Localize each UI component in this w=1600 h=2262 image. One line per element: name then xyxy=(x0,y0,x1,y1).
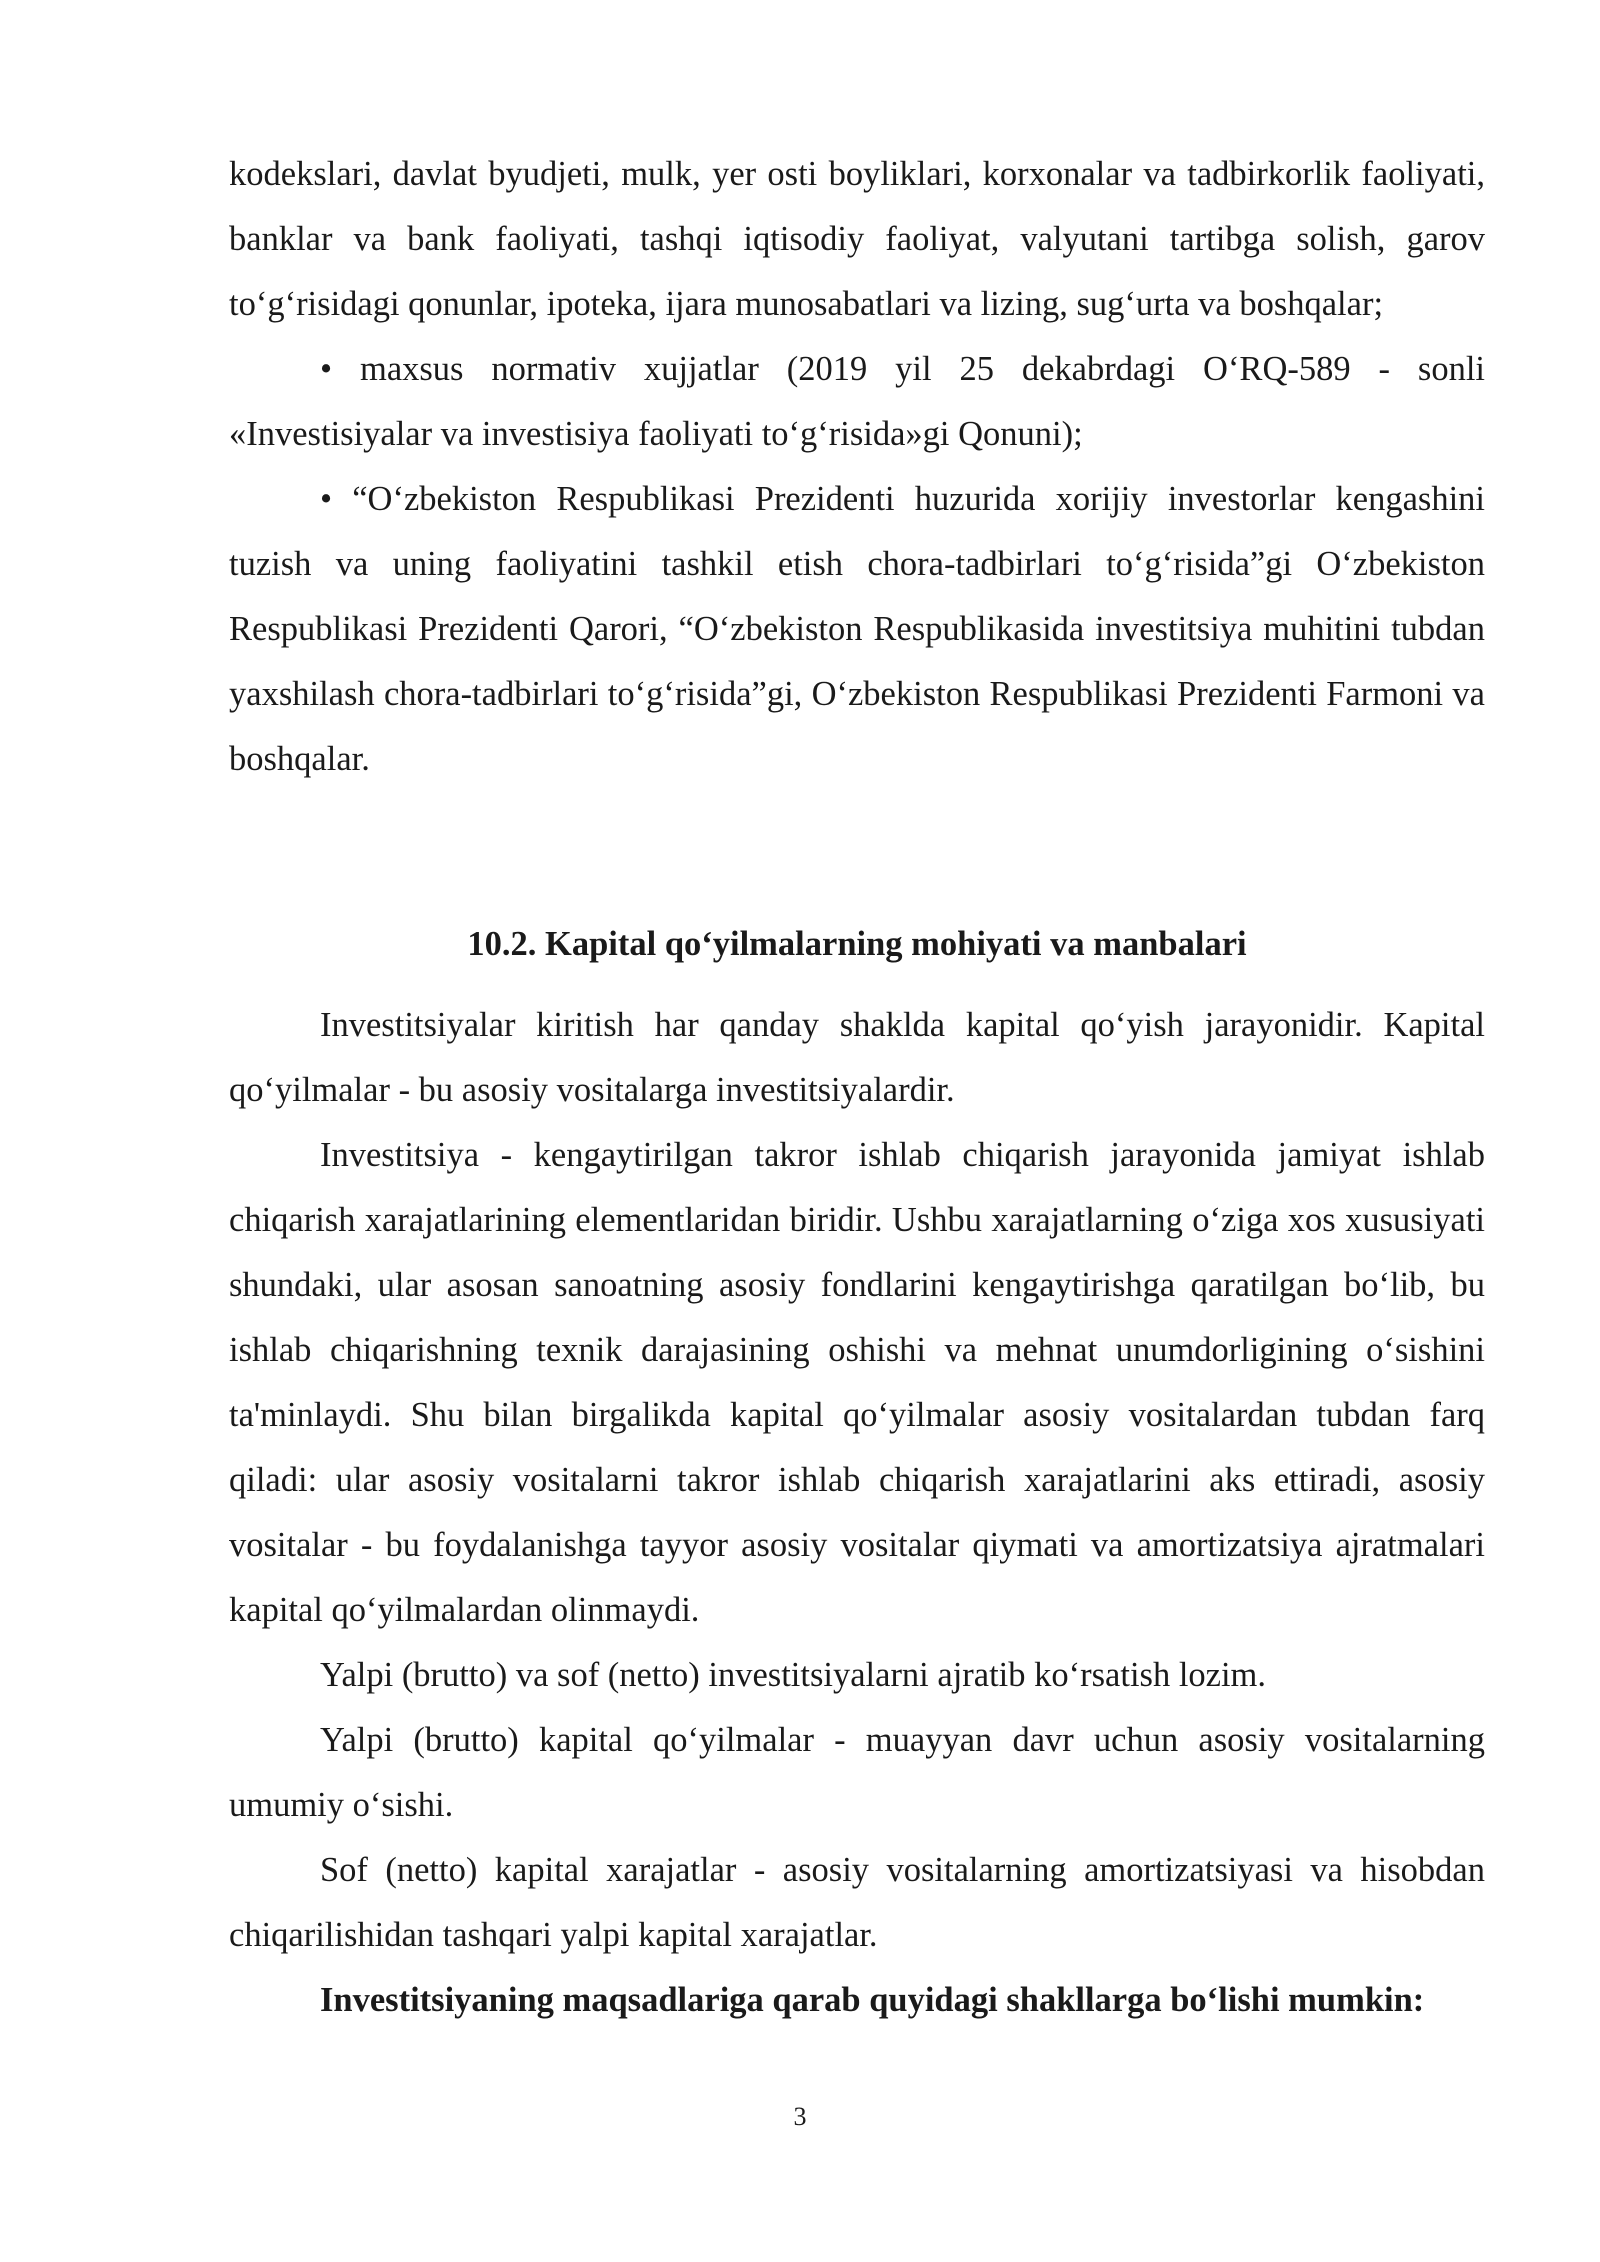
paragraph-6-bold: Investitsiyaning maqsadlariga qarab quyidagi shakllarga bo‘lishi mumkin: xyxy=(320,1981,1425,2019)
section-heading: 10.2. Kapital qo‘yilmalarning mohiyati va manbalari xyxy=(467,925,1247,963)
paragraph-1: Investitsiyalar kiritish har qanday shaklda kapital qo‘yish jarayonidir. Kapital qo‘yilmalar - bu asosiy vositalarga investitsiyalardir. xyxy=(229,1006,1485,1109)
paragraph-2: Investitsiya - kengaytirilgan takror ishlab chiqarish jarayonida jamiyat ishlab chiqarish xarajatlarining elementlaridan biridir. Ushbu xarajatlarning o‘ziga xos xususiyati shundaki, ular asosan sanoatning asosiy fondlarini kengaytirishga qaratilgan bo‘lib, bu ishlab chiqarishning texnik darajasining oshishi va mehnat unumdorligining o‘sishini ta'minlaydi. Shu bilan birgalikda kapital qo‘yilmalar asosiy vositalardan tubdan farq qiladi: ular asosiy vositalarni takror ishlab chiqarish xarajatlarini aks ettiradi, asosiy vositalar - bu foydalanishga tayyor asosiy vositalar qiymati va amortizatsiya ajratmalari kapital qo‘yilmalardan olinmaydi. xyxy=(229,1136,1485,1629)
body-text-main xyxy=(229,993,1485,2033)
body-text-top xyxy=(229,142,1485,792)
paragraph-3: Yalpi (brutto) va sof (netto) investitsiyalarni ajratib ko‘rsatish lozim. xyxy=(320,1656,1267,1694)
continuation-paragraph: kodekslari, davlat byudjeti, mulk, yer osti boyliklari, korxonalar va tadbirkorlik faoliyati, banklar va bank faoliyati, tashqi iqtisodiy faoliyat, valyutani tartibga solish, garov to‘g‘risidagi qonunlar, ipoteka, ijara munosabatlari va lizing, sug‘urta va boshqalar; xyxy=(229,155,1485,323)
page-number: 3 xyxy=(793,2102,807,2131)
paragraph-5: Sof (netto) kapital xarajatlar - asosiy vositalarning amortizatsiyasi va hisobdan chiqarilishidan tashqari yalpi kapital xarajatlar. xyxy=(229,1851,1485,1954)
bullet-item-1: • maxsus normativ xujjatlar (2019 yil 25 dekabrdagi O‘RQ-589 - sonli «Investisiyalar va investisiya faoliyati to‘g‘risida»gi Qonuni); xyxy=(229,350,1485,453)
paragraph-4: Yalpi (brutto) kapital qo‘yilmalar - muayyan davr uchun asosiy vositalarning umumiy o‘sishi. xyxy=(229,1721,1485,1824)
bullet-item-2: • “O‘zbekiston Respublikasi Prezidenti huzurida xorijiy investorlar kengashini tuzish va uning faoliyatini tashkil etish chora-tadbirlari to‘g‘risida”gi O‘zbekiston Respublikasi Prezidenti Qarori, “O‘zbekiston Respublikasida investitsiya muhitini tubdan yaxshilash chora-tadbirlari to‘g‘risida”gi, O‘zbekiston Respublikasi Prezidenti Farmoni va boshqalar. xyxy=(229,480,1485,778)
